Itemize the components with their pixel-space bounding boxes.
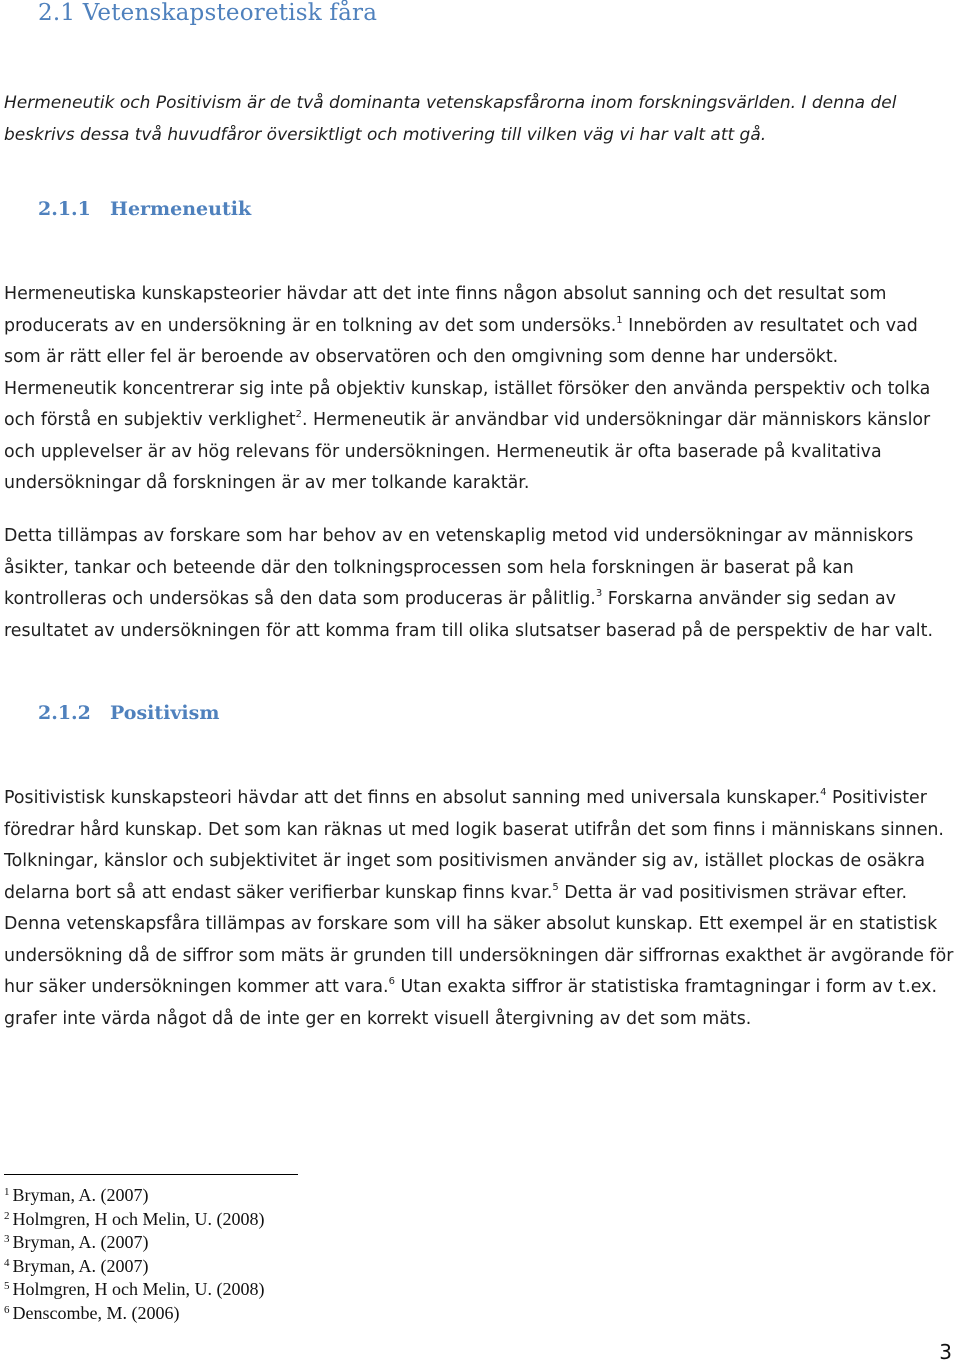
footnote-number: 5 <box>4 1280 10 1293</box>
text-run: Detta tillämpas av forskare som har behov av en vetenskaplig metod vid undersökningar av människors åsikter, tankar och beteende där den tolkningsprocessen som hela forskningen är baserat på kan kontrolleras och undersökas så den data som produceras är pålitlig. <box>4 526 914 609</box>
footnote-number: 6 <box>4 1303 10 1316</box>
section-heading: 2.1 Vetenskapsteoretisk fåra <box>38 0 378 26</box>
text-run: Hermeneutiska kunskapsteorier hävdar att det inte finns någon absolut sanning och det resultat som producerats av en undersökning är en tolkning av det som undersöks. <box>4 284 887 336</box>
footnote-text: Bryman, A. (2007) <box>12 1255 149 1276</box>
subsection-title: Positivism <box>110 702 220 724</box>
footnote-text: Bryman, A. (2007) <box>12 1185 149 1205</box>
footnote-ref: 6 <box>388 976 395 987</box>
positivism-paragraph-1 <box>4 783 956 1035</box>
footnote-number: 3 <box>4 1233 10 1246</box>
footnote-ref: 2 <box>295 409 302 420</box>
hermeneutik-paragraph-1 <box>4 279 956 500</box>
footnote <box>4 1302 264 1326</box>
page-number: 3 <box>939 1340 952 1364</box>
footnote-number: 1 <box>4 1186 10 1198</box>
footnote <box>4 1208 264 1232</box>
footnote-text: Holmgren, H och Melin, U. (2008) <box>12 1208 265 1229</box>
subsection-number: 2.1.1 <box>38 198 91 220</box>
footnote-text: Bryman, A. (2007) <box>12 1232 149 1253</box>
intro-paragraph: Hermeneutik och Positivism är de två dominanta vetenskapsfårorna inom forskningsvärlden. I denna del beskrivs dessa två huvudfåror översiktligt och motivering till vilken väg vi har valt att gå. <box>4 93 897 145</box>
footnote-ref: 4 <box>820 787 827 798</box>
footnote <box>4 1255 264 1279</box>
footnote-ref: 5 <box>552 881 559 893</box>
footnote-ref: 3 <box>595 588 603 599</box>
footnotes <box>4 1184 264 1326</box>
footnote-text: Holmgren, H och Melin, U. (2008) <box>12 1279 265 1300</box>
footnote-text: Denscombe, M. (2006) <box>12 1302 180 1323</box>
text-run: Forskarna använder sig sedan av resultatet av undersökningen för att komma fram till olika slutsatser baserad på de perspektiv de har valt. <box>4 589 933 641</box>
text-run: Utan exakta siffror är statistiska framtagningar i form av t.ex. grafer inte värda något då de inte ger en korrekt visuell återgivning av det som mäts. <box>4 977 937 1029</box>
subsection-number: 2.1.2 <box>38 702 91 724</box>
subsection-heading-positivism <box>38 702 219 724</box>
text-run: Innebörden av resultatet och vad som är rätt eller fel är beroende av observatören och den omgivning som denne har undersökt. Hermeneutik koncentrerar sig inte på objektiv kunskap, istället försöker den använda perspektiv och tolka och förstå en subjektiv verklighet <box>4 315 931 430</box>
text-run: Detta är vad positivismen strävar efter. Denna vetenskapsfåra tillämpas av forskare som vill ha säker absolut kunskap. Ett exempel är en statistisk undersökning då de siffror som mäts är grunden till undersökningen där siffrornas exakthet är avgörande för hur säker undersökningen kommer att vara. <box>4 882 954 997</box>
footnote-ref: 1 <box>616 314 623 326</box>
footnote-number: 2 <box>4 1209 10 1222</box>
footnote-separator <box>4 1174 298 1175</box>
text-run: Positivister föredrar hård kunskap. Det som kan räknas ut med logik baserat utifrån det som finns i människans sinnen. Tolkningar, känslor och subjektivitet är inget som positivismen använder sig av, istället plockas de osäkra delarna bort så att endast säker verifierbar kunskap finns kvar. <box>4 788 944 903</box>
text-run: . Hermeneutik är användbar vid undersökningar där människors känslor och upplevelser är av hög relevans för undersökningen. Hermeneutik är ofta baserade på kvalitativa undersökningar då forskningen är av mer tolkande karaktär. <box>4 410 931 493</box>
hermeneutik-paragraph-2 <box>4 521 956 647</box>
footnote <box>4 1184 264 1208</box>
subsection-title: Hermeneutik <box>110 198 252 220</box>
footnote <box>4 1278 264 1302</box>
text-run: Positivistisk kunskapsteori hävdar att det finns en absolut sanning med universala kunskaper. <box>4 788 821 808</box>
footnote <box>4 1231 264 1255</box>
footnote-number: 4 <box>4 1256 10 1269</box>
subsection-heading-hermeneutik <box>38 198 251 220</box>
